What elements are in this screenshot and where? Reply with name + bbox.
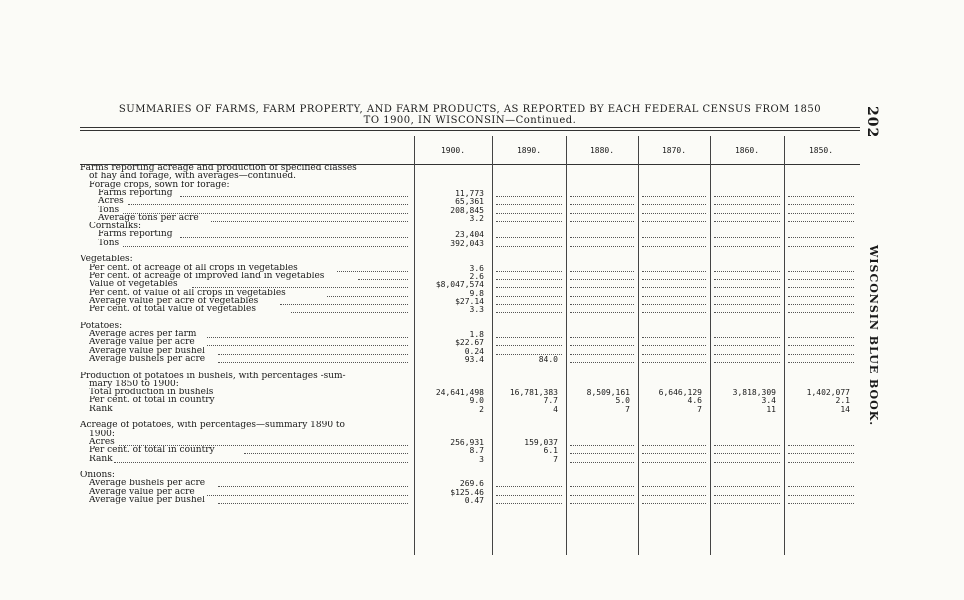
page-number: 202: [864, 106, 880, 139]
row-label: Per cent. of total value of vegetables: [89, 305, 256, 315]
table-cell: 208,845: [450, 205, 484, 215]
column-header: 1880.: [589, 146, 615, 155]
column-header: 1850.: [808, 146, 834, 155]
row-label: Average acres per farm: [89, 330, 197, 339]
table-cell: 4.6: [687, 396, 702, 406]
row-label: Average value per bushel: [89, 496, 205, 505]
column-divider: [638, 136, 639, 555]
leader-dots: [642, 453, 706, 454]
leader-dots: [496, 296, 562, 297]
leader-dots: [642, 271, 706, 272]
leader-dots: [496, 246, 562, 247]
leader-dots: [570, 362, 634, 363]
table-cell: $8,047,574: [435, 280, 484, 290]
table-cell: 9.0: [469, 396, 484, 406]
leader-dots: [714, 204, 780, 205]
leader-dots: [570, 312, 634, 313]
row-label: mary 1850 to 1900:: [89, 379, 179, 389]
table-cell: 2.6: [469, 271, 484, 281]
table-cell: 1.8: [469, 330, 484, 339]
table-cell: 93.4: [464, 354, 484, 364]
leader-dots: [788, 246, 854, 247]
leader-dots: [788, 486, 854, 487]
leader-dots: [570, 213, 634, 214]
leader-dots: [788, 287, 854, 288]
leader-dots: [496, 304, 562, 305]
column-header: 1890.: [516, 146, 542, 155]
leader-dots: [714, 503, 780, 504]
table-cell: 2.1: [835, 396, 850, 406]
leader-dots: [570, 462, 634, 463]
running-book-title: WISCONSIN BLUE BOOK.: [867, 245, 880, 427]
table-cell: 6.1: [543, 446, 558, 456]
row-label: Average bushels per acre: [89, 479, 206, 489]
leader-dots: [788, 213, 854, 214]
table-cell: 1,402,077: [806, 388, 850, 398]
row-label: Farms reporting acreage and production of specified classes: [80, 164, 357, 173]
leader-dots: [714, 221, 780, 222]
leader-dots: [642, 287, 706, 288]
row-label: Per cent. of acreage of all crops in vegetables: [89, 263, 298, 273]
leader-dots: [496, 287, 562, 288]
leader-dots: [642, 246, 706, 247]
leader-dots: [714, 495, 780, 496]
leader-dots: [788, 445, 854, 446]
leader-dots: [642, 345, 706, 346]
row-label: Rank: [89, 404, 113, 414]
leader-dots: [496, 312, 562, 313]
leader-dots: [788, 345, 854, 346]
leader-dots: [570, 337, 634, 338]
leader-dots: [570, 196, 634, 197]
table-cell: 7: [553, 454, 558, 464]
label-leader-dots: [218, 503, 408, 504]
table-cell: 0.47: [464, 496, 484, 505]
leader-dots: [570, 453, 634, 454]
leader-dots: [714, 337, 780, 338]
leader-dots: [570, 354, 634, 355]
leader-dots: [570, 271, 634, 272]
leader-dots: [570, 486, 634, 487]
row-label: Acres: [98, 197, 124, 207]
row-label: Average bushels per acre: [89, 354, 206, 364]
leader-dots: [714, 362, 780, 363]
leader-dots: [714, 196, 780, 197]
table-cell: 3.3: [469, 305, 484, 315]
row-label: Cornstalks:: [89, 222, 141, 232]
table-cell: 6,646,129: [658, 388, 702, 398]
row-label: Per cent. of acreage of improved land in vegetables: [89, 271, 325, 281]
row-label: Rank: [89, 454, 113, 464]
leader-dots: [714, 445, 780, 446]
leader-dots: [496, 196, 562, 197]
leader-dots: [788, 337, 854, 338]
row-label: Onions:: [80, 471, 115, 481]
row-label: Tons: [98, 238, 120, 248]
leader-dots: [788, 312, 854, 313]
row-label: of hay and forage, with averages—continued.: [89, 172, 297, 182]
leader-dots: [714, 354, 780, 355]
row-label: Total production in bushels: [89, 388, 214, 398]
leader-dots: [714, 462, 780, 463]
leader-dots: [714, 287, 780, 288]
row-label: Per cent. of total in country: [89, 446, 215, 456]
leader-dots: [496, 337, 562, 338]
leader-dots: [642, 495, 706, 496]
column-header: 1870.: [661, 146, 687, 155]
leader-dots: [496, 503, 562, 504]
table-cell: 3,818,309: [732, 388, 776, 398]
table-cell: 159,037: [524, 437, 558, 447]
label-leader-dots: [114, 462, 408, 463]
table-cell: 3: [479, 454, 484, 464]
row-label: Acreage of potatoes, with percentages—summary 1890 to: [80, 421, 345, 431]
top-rule: [80, 127, 860, 128]
leader-dots: [570, 503, 634, 504]
leader-dots: [714, 312, 780, 313]
table-cell: 11: [766, 404, 776, 414]
table-cell: 14: [840, 404, 850, 414]
leader-dots: [714, 279, 780, 280]
table-cell: $125.46: [450, 487, 484, 497]
leader-dots: [570, 237, 634, 238]
table-cell: $27.14: [455, 296, 484, 306]
leader-dots: [788, 354, 854, 355]
leader-dots: [788, 462, 854, 463]
leader-dots: [714, 453, 780, 454]
leader-dots: [714, 213, 780, 214]
table-cell: 392,043: [450, 238, 484, 248]
column-divider: [492, 136, 493, 555]
leader-dots: [788, 271, 854, 272]
table-cell: 2: [479, 404, 484, 414]
column-header: 1860.: [734, 146, 760, 155]
table-cell: 84.0: [538, 354, 558, 364]
leader-dots: [788, 221, 854, 222]
leader-dots: [788, 237, 854, 238]
table-title-line-1: SUMMARIES OF FARMS, FARM PROPERTY, AND FARM PRODUCTS, AS REPORTED BY EACH FEDERAL CENSUS FROM 1850: [118, 104, 822, 115]
leader-dots: [714, 304, 780, 305]
leader-dots: [570, 296, 634, 297]
leader-dots: [642, 237, 706, 238]
label-leader-dots: [291, 312, 408, 313]
table-cell: 65,361: [455, 197, 484, 207]
table-cell: 3.2: [469, 213, 484, 223]
row-label: Average value per bushel: [89, 346, 205, 356]
table-cell: 0.24: [464, 346, 484, 356]
row-label: Production of potatoes in bushels, with percentages -sum-: [80, 371, 346, 381]
leader-dots: [570, 204, 634, 205]
leader-dots: [496, 495, 562, 496]
table-cell: 24,641,498: [435, 388, 484, 398]
row-label: Average value per acre: [89, 487, 195, 497]
row-label: Forage crops, sown for forage:: [89, 180, 230, 190]
leader-dots: [496, 345, 562, 346]
row-label: Tons: [98, 205, 120, 215]
leader-dots: [642, 503, 706, 504]
leader-dots: [788, 503, 854, 504]
leader-dots: [570, 345, 634, 346]
row-label: 1900:: [89, 429, 115, 439]
leader-dots: [570, 221, 634, 222]
leader-dots: [642, 312, 706, 313]
table-cell: 7: [697, 404, 702, 414]
column-divider: [784, 136, 785, 555]
leader-dots: [642, 304, 706, 305]
table-cell: $22.67: [455, 338, 484, 348]
leader-dots: [570, 287, 634, 288]
leader-dots: [642, 221, 706, 222]
table-cell: 3.6: [469, 263, 484, 273]
leader-dots: [788, 495, 854, 496]
leader-dots: [642, 337, 706, 338]
leader-dots: [496, 204, 562, 205]
table-cell: 4: [553, 404, 558, 414]
leader-dots: [496, 486, 562, 487]
row-label: Per cent. of total in country: [89, 396, 215, 406]
column-header: 1900.: [440, 146, 466, 155]
table-cell: 3.4: [761, 396, 776, 406]
row-label: Average value per acre of vegetables: [89, 296, 259, 306]
row-label: Farms reporting: [98, 188, 173, 198]
label-leader-dots: [218, 362, 408, 363]
column-divider: [710, 136, 711, 555]
leader-dots: [496, 213, 562, 214]
leader-dots: [570, 246, 634, 247]
leader-dots: [642, 362, 706, 363]
leader-dots: [714, 271, 780, 272]
leader-dots: [788, 304, 854, 305]
table-cell: 8.7: [469, 446, 484, 456]
table-cell: 16,781,383: [509, 388, 558, 398]
leader-dots: [642, 445, 706, 446]
leader-dots: [714, 345, 780, 346]
leader-dots: [642, 486, 706, 487]
row-label: Farms reporting: [98, 230, 173, 240]
row-label: Acres: [89, 437, 115, 447]
leader-dots: [788, 204, 854, 205]
table-cell: 7.7: [543, 396, 558, 406]
leader-dots: [642, 204, 706, 205]
leader-dots: [714, 237, 780, 238]
leader-dots: [788, 196, 854, 197]
row-label: Average value per acre: [89, 338, 195, 348]
row-label: Vegetables:: [80, 255, 133, 265]
leader-dots: [714, 246, 780, 247]
leader-dots: [788, 453, 854, 454]
leader-dots: [642, 296, 706, 297]
leader-dots: [496, 271, 562, 272]
table-cell: 23,404: [455, 230, 484, 240]
leader-dots: [714, 296, 780, 297]
leader-dots: [714, 486, 780, 487]
leader-dots: [642, 196, 706, 197]
leader-dots: [788, 296, 854, 297]
top-rule-double: [80, 130, 860, 131]
table-title-line-2: TO 1900, IN WISCONSIN—Continued.: [363, 115, 577, 126]
leader-dots: [496, 279, 562, 280]
leader-dots: [570, 304, 634, 305]
row-label: Per cent. of value of all crops in vegetables: [89, 288, 286, 298]
leader-dots: [642, 213, 706, 214]
table-cell: 11,773: [455, 188, 484, 198]
leader-dots: [642, 462, 706, 463]
leader-dots: [570, 495, 634, 496]
label-leader-dots: [123, 246, 408, 247]
table-cell: 256,931: [450, 437, 484, 447]
table-cell: 9.8: [469, 288, 484, 298]
table-cell: 5.0: [615, 396, 630, 406]
leader-dots: [570, 279, 634, 280]
leader-dots: [570, 445, 634, 446]
leader-dots: [788, 362, 854, 363]
leader-dots: [642, 279, 706, 280]
table-cell: 8,509,161: [586, 388, 630, 398]
leader-dots: [496, 221, 562, 222]
column-divider: [566, 136, 567, 555]
leader-dots: [642, 354, 706, 355]
table-cell: 7: [625, 404, 630, 414]
leader-dots: [788, 279, 854, 280]
row-label: Potatoes:: [80, 321, 123, 331]
row-label: Average tons per acre: [98, 213, 199, 223]
leader-dots: [496, 237, 562, 238]
row-label: Value of vegetables: [89, 280, 178, 290]
table-cell: 269.6: [459, 479, 484, 489]
